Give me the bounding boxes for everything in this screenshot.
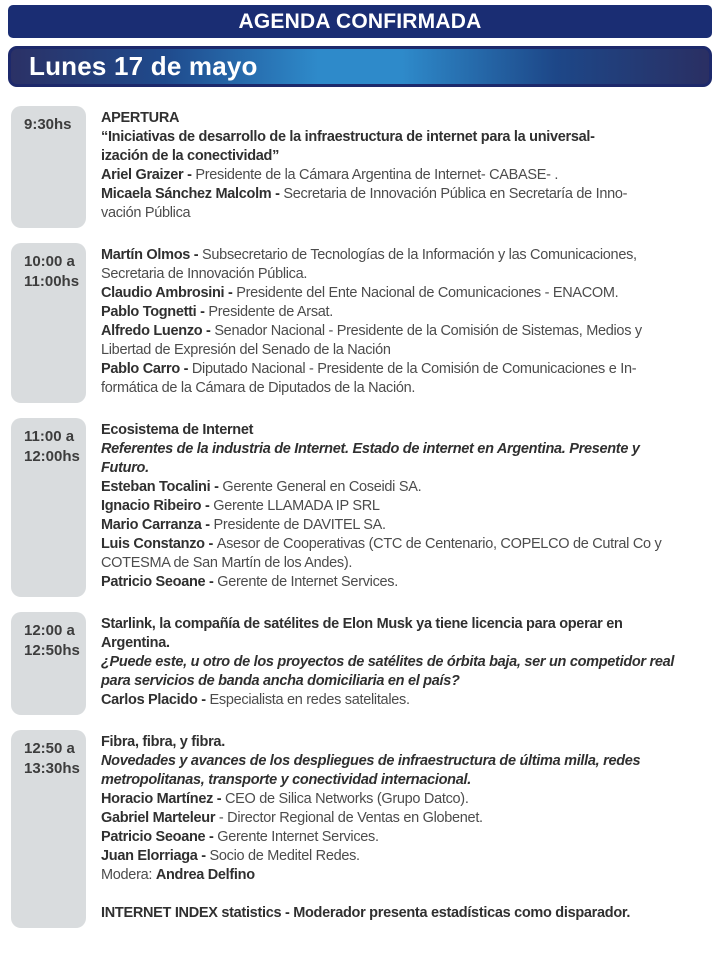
session-content [101, 730, 712, 928]
time-text: 12:00 a [24, 622, 75, 639]
session-content [101, 418, 712, 597]
text-segment: Andrea Delfino [155, 867, 255, 883]
text-segment: Horacio Martínez - [101, 791, 226, 807]
text-segment: Gerente Internet Services. [217, 829, 379, 845]
content-line [101, 733, 712, 752]
text-segment: ¿Puede este, u otro de los proyectos de satélites de órbita baja, ser un competidor real [101, 654, 675, 670]
content-line [101, 147, 712, 166]
content-line [101, 771, 712, 790]
time-text: 12:50 a [24, 740, 75, 757]
text-segment: COTESMA de San Martín de los Andes). [101, 555, 353, 571]
text-segment: Presidente de DAVITEL SA. [213, 517, 386, 533]
content-line [101, 535, 712, 554]
text-segment: Presidente de Arsat. [208, 304, 333, 320]
text-segment: Especialista en redes satelitales. [209, 692, 410, 708]
text-segment: Gerente de Internet Services. [217, 574, 398, 590]
text-segment: Micaela Sánchez Malcolm - [101, 186, 284, 202]
content-line [101, 128, 712, 147]
text-segment: Mario Carranza - [101, 517, 214, 533]
content-line [101, 615, 712, 634]
content-line [101, 109, 712, 128]
content-line [101, 653, 712, 672]
time-box [11, 106, 86, 228]
content-line [101, 828, 712, 847]
content-line [101, 847, 712, 866]
text-segment: formática de la Cámara de Diputados de la Nación. [101, 380, 416, 396]
day-title: Lunes 17 de mayo [29, 51, 258, 81]
content-line [101, 440, 712, 459]
session-content [101, 106, 712, 228]
text-segment: Patricio Seoane - [101, 829, 218, 845]
text-segment: Pablo Tognetti - [101, 304, 209, 320]
text-segment: Carlos Placido - [101, 692, 210, 708]
text-segment: Gabriel Marteleur [101, 810, 216, 826]
time-text: 10:00 a [24, 253, 75, 270]
content-line [101, 691, 712, 710]
text-segment: ización de la conectividad” [101, 148, 280, 164]
text-segment: CEO de Silica Networks (Grupo Datco). [225, 791, 469, 807]
text-segment: Alfredo Luenzo - [101, 323, 215, 339]
text-segment: Senador Nacional - Presidente de la Comisión de Sistemas, Medios y [214, 323, 642, 339]
text-segment: Secretaria de Innovación Pública en Secretaría de Inno- [283, 186, 628, 202]
time-text: 12:00hs [24, 448, 80, 465]
text-segment: Argentina. [101, 635, 170, 651]
text-segment: Socio de Meditel Redes. [209, 848, 360, 864]
content-line [101, 265, 712, 284]
content-line [101, 341, 712, 360]
text-segment: - Director Regional de Ventas en Globenet. [215, 810, 483, 826]
time-text: 11:00hs [24, 273, 80, 290]
text-segment: Referentes de la industria de Internet. Estado de internet en Argentina. Presente y [101, 441, 640, 457]
text-segment: Starlink, la compañía de satélites de Elon Musk ya tiene licencia para operar en [101, 616, 623, 632]
content-line [101, 322, 712, 341]
text-segment: Juan Elorriaga - [101, 848, 210, 864]
text-segment: Presidente del Ente Nacional de Comunicaciones - ENACOM. [236, 285, 619, 301]
content-line [101, 284, 712, 303]
text-segment: Gerente LLAMADA IP SRL [213, 498, 380, 514]
content-line [101, 379, 712, 398]
content-line [101, 185, 712, 204]
text-segment: Subsecretario de Tecnologías de la Información y las Comunicaciones, [202, 247, 637, 263]
content-line [101, 360, 712, 379]
session-row [11, 106, 712, 228]
session-row [11, 730, 712, 928]
text-segment: vación Pública [101, 205, 191, 221]
session-row [11, 612, 712, 715]
text-segment: Asesor de Cooperativas (CTC de Centenario, COPELCO de Cutral Co y [216, 536, 662, 552]
text-segment: Secretaria de Innovación Pública. [101, 266, 308, 282]
text-segment: Luis Constanzo - [101, 536, 217, 552]
content-line [101, 634, 712, 653]
content-line [101, 752, 712, 771]
text-segment: Ariel Graizer - [101, 167, 196, 183]
text-segment: Patricio Seoane - [101, 574, 218, 590]
time-text: 11:00 a [24, 428, 75, 445]
time-text: 9:30hs [24, 116, 72, 133]
content-line [101, 885, 712, 904]
text-segment: Ecosistema de Internet [101, 422, 254, 438]
text-segment: metropolitanas, transporte y conectividad internacional. [101, 772, 471, 788]
time-box [11, 418, 86, 597]
content-line [101, 573, 712, 592]
content-line [101, 204, 712, 223]
content-line [101, 478, 712, 497]
text-segment: Modera: [101, 867, 156, 883]
session-row [11, 418, 712, 597]
time-box [11, 243, 86, 403]
content-line [101, 554, 712, 573]
time-box [11, 730, 86, 928]
time-box [11, 612, 86, 715]
content-line [101, 421, 712, 440]
text-segment: Claudio Ambrosini - [101, 285, 237, 301]
text-segment: Novedades y avances de los despliegues de infraestructura de última milla, redes [101, 753, 641, 769]
text-segment: Ignacio Ribeiro - [101, 498, 214, 514]
text-segment: APERTURA [101, 110, 180, 126]
text-segment: Presidente de la Cámara Argentina de Internet- CABASE- . [195, 167, 559, 183]
text-segment: para servicios de banda ancha domiciliaria en el país? [101, 673, 460, 689]
text-segment: Gerente General en Coseidi SA. [222, 479, 422, 495]
time-text: 12:50hs [24, 642, 80, 659]
text-segment: Martín Olmos - [101, 247, 203, 263]
content-line [101, 809, 712, 828]
session-content [101, 612, 712, 715]
text-segment: Fibra, fibra, y fibra. [101, 734, 225, 750]
agenda [11, 106, 712, 928]
content-line [101, 672, 712, 691]
content-line [101, 904, 712, 923]
content-line [101, 497, 712, 516]
text-segment: INTERNET INDEX statistics - Moderador presenta estadísticas como disparador. [101, 905, 631, 921]
content-line [101, 866, 712, 885]
header-banner [8, 5, 712, 38]
text-segment: “Iniciativas de desarrollo de la infraestructura de internet para la universal- [101, 129, 595, 145]
content-line [101, 303, 712, 322]
content-line [101, 790, 712, 809]
text-segment: Esteban Tocalini - [101, 479, 223, 495]
text-segment: Libertad de Expresión del Senado de la Nación [101, 342, 391, 358]
content-line [101, 166, 712, 185]
content-line [101, 459, 712, 478]
session-content [101, 243, 712, 403]
text-segment: Diputado Nacional - Presidente de la Comisión de Comunicaciones e In- [191, 361, 637, 377]
day-banner [8, 46, 712, 87]
content-line [101, 516, 712, 535]
time-text: 13:30hs [24, 760, 80, 777]
text-segment: Futuro. [101, 460, 149, 476]
text-segment: Pablo Carro - [101, 361, 192, 377]
content-line [101, 246, 712, 265]
header-title: AGENDA CONFIRMADA [238, 9, 482, 33]
session-row [11, 243, 712, 403]
